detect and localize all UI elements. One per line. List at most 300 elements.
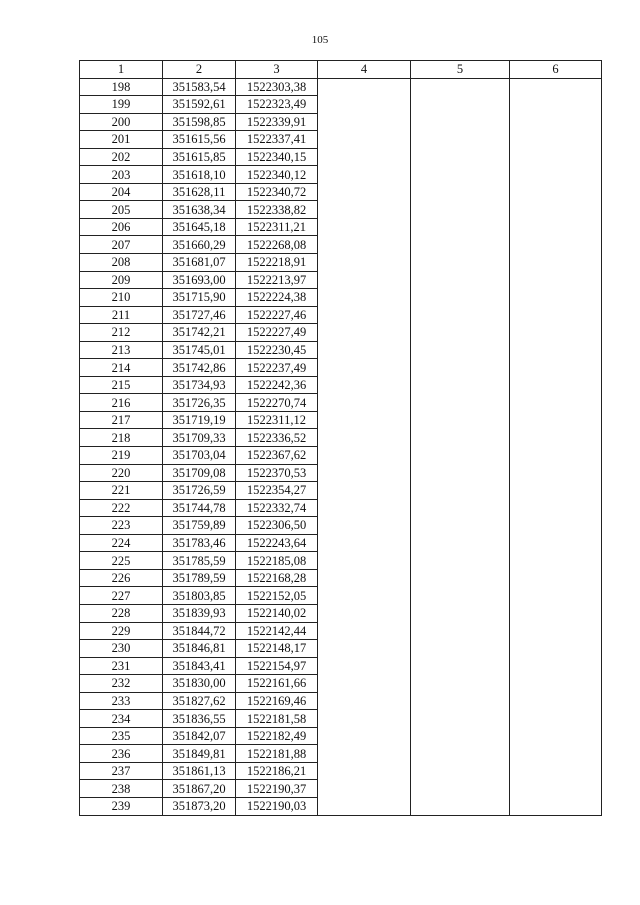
empty-cell	[318, 394, 411, 412]
table-row	[80, 447, 602, 465]
y-coordinate-cell: 1522224,38	[236, 289, 318, 307]
empty-cell	[510, 745, 602, 763]
x-coordinate-cell: 351836,55	[163, 710, 236, 728]
y-coordinate-cell: 1522311,21	[236, 218, 318, 236]
empty-cell	[318, 762, 411, 780]
empty-cell	[318, 604, 411, 622]
column-header: 6	[510, 61, 602, 79]
empty-cell	[411, 359, 510, 377]
empty-cell	[510, 359, 602, 377]
point-number-cell: 201	[80, 131, 163, 149]
table-row	[80, 341, 602, 359]
x-coordinate-cell: 351645,18	[163, 218, 236, 236]
y-coordinate-cell: 1522306,50	[236, 517, 318, 535]
y-coordinate-cell: 1522370,53	[236, 464, 318, 482]
y-coordinate-cell: 1522227,46	[236, 306, 318, 324]
empty-cell	[411, 587, 510, 605]
empty-cell	[318, 745, 411, 763]
table-row	[80, 411, 602, 429]
y-coordinate-cell: 1522340,12	[236, 166, 318, 184]
empty-cell	[318, 96, 411, 114]
empty-cell	[318, 675, 411, 693]
table-row	[80, 429, 602, 447]
y-coordinate-cell: 1522354,27	[236, 482, 318, 500]
empty-cell	[510, 271, 602, 289]
empty-cell	[411, 447, 510, 465]
x-coordinate-cell: 351693,00	[163, 271, 236, 289]
empty-cell	[318, 218, 411, 236]
empty-cell	[318, 780, 411, 798]
y-coordinate-cell: 1522181,88	[236, 745, 318, 763]
table-row	[80, 218, 602, 236]
x-coordinate-cell: 351843,41	[163, 657, 236, 675]
y-coordinate-cell: 1522340,15	[236, 148, 318, 166]
empty-cell	[411, 376, 510, 394]
x-coordinate-cell: 351744,78	[163, 499, 236, 517]
x-coordinate-cell: 351726,59	[163, 482, 236, 500]
empty-cell	[318, 727, 411, 745]
point-number-cell: 225	[80, 552, 163, 570]
empty-cell	[318, 113, 411, 131]
x-coordinate-cell: 351727,46	[163, 306, 236, 324]
y-coordinate-cell: 1522227,49	[236, 324, 318, 342]
point-number-cell: 216	[80, 394, 163, 412]
empty-cell	[318, 499, 411, 517]
empty-cell	[510, 569, 602, 587]
empty-cell	[510, 306, 602, 324]
y-coordinate-cell: 1522242,36	[236, 376, 318, 394]
x-coordinate-cell: 351789,59	[163, 569, 236, 587]
y-coordinate-cell: 1522336,52	[236, 429, 318, 447]
point-number-cell: 235	[80, 727, 163, 745]
table-body	[80, 78, 602, 815]
empty-cell	[510, 218, 602, 236]
page-number: 105	[311, 34, 329, 46]
empty-cell	[510, 762, 602, 780]
empty-cell	[510, 376, 602, 394]
empty-cell	[318, 376, 411, 394]
x-coordinate-cell: 351785,59	[163, 552, 236, 570]
point-number-cell: 211	[80, 306, 163, 324]
point-number-cell: 215	[80, 376, 163, 394]
empty-cell	[411, 394, 510, 412]
empty-cell	[411, 464, 510, 482]
empty-cell	[411, 780, 510, 798]
column-header: 3	[236, 61, 318, 79]
table-row	[80, 236, 602, 254]
point-number-cell: 200	[80, 113, 163, 131]
empty-cell	[411, 499, 510, 517]
point-number-cell: 217	[80, 411, 163, 429]
table-row	[80, 394, 602, 412]
x-coordinate-cell: 351715,90	[163, 289, 236, 307]
y-coordinate-cell: 1522311,12	[236, 411, 318, 429]
point-number-cell: 206	[80, 218, 163, 236]
y-coordinate-cell: 1522142,44	[236, 622, 318, 640]
x-coordinate-cell: 351803,85	[163, 587, 236, 605]
empty-cell	[318, 710, 411, 728]
empty-cell	[318, 482, 411, 500]
empty-cell	[510, 499, 602, 517]
empty-cell	[510, 797, 602, 815]
empty-cell	[318, 341, 411, 359]
y-coordinate-cell: 1522339,91	[236, 113, 318, 131]
x-coordinate-cell: 351719,19	[163, 411, 236, 429]
x-coordinate-cell: 351598,85	[163, 113, 236, 131]
empty-cell	[411, 727, 510, 745]
empty-cell	[510, 148, 602, 166]
y-coordinate-cell: 1522323,49	[236, 96, 318, 114]
y-coordinate-cell: 1522186,21	[236, 762, 318, 780]
point-number-cell: 239	[80, 797, 163, 815]
table-row	[80, 78, 602, 96]
table-row	[80, 780, 602, 798]
table-row	[80, 289, 602, 307]
point-number-cell: 213	[80, 341, 163, 359]
empty-cell	[411, 341, 510, 359]
empty-cell	[510, 166, 602, 184]
empty-cell	[510, 411, 602, 429]
x-coordinate-cell: 351759,89	[163, 517, 236, 535]
empty-cell	[411, 218, 510, 236]
point-number-cell: 227	[80, 587, 163, 605]
table-row	[80, 499, 602, 517]
x-coordinate-cell: 351846,81	[163, 640, 236, 658]
empty-cell	[411, 604, 510, 622]
empty-cell	[411, 745, 510, 763]
point-number-cell: 232	[80, 675, 163, 693]
y-coordinate-cell: 1522154,97	[236, 657, 318, 675]
table-row	[80, 534, 602, 552]
x-coordinate-cell: 351726,35	[163, 394, 236, 412]
empty-cell	[411, 201, 510, 219]
x-coordinate-cell: 351827,62	[163, 692, 236, 710]
y-coordinate-cell: 1522337,41	[236, 131, 318, 149]
table-row	[80, 622, 602, 640]
point-number-cell: 233	[80, 692, 163, 710]
x-coordinate-cell: 351849,81	[163, 745, 236, 763]
empty-cell	[510, 604, 602, 622]
empty-cell	[411, 78, 510, 96]
y-coordinate-cell: 1522243,64	[236, 534, 318, 552]
table-row	[80, 797, 602, 815]
table-row	[80, 376, 602, 394]
table-row	[80, 727, 602, 745]
x-coordinate-cell: 351839,93	[163, 604, 236, 622]
empty-cell	[510, 710, 602, 728]
empty-cell	[411, 271, 510, 289]
empty-cell	[318, 411, 411, 429]
empty-cell	[510, 727, 602, 745]
point-number-cell: 202	[80, 148, 163, 166]
empty-cell	[318, 447, 411, 465]
empty-cell	[411, 429, 510, 447]
point-number-cell: 199	[80, 96, 163, 114]
table-row	[80, 675, 602, 693]
y-coordinate-cell: 1522332,74	[236, 499, 318, 517]
empty-cell	[411, 675, 510, 693]
empty-cell	[318, 657, 411, 675]
y-coordinate-cell: 1522367,62	[236, 447, 318, 465]
table-row	[80, 166, 602, 184]
empty-cell	[411, 166, 510, 184]
x-coordinate-cell: 351861,13	[163, 762, 236, 780]
empty-cell	[510, 464, 602, 482]
table-row	[80, 183, 602, 201]
point-number-cell: 224	[80, 534, 163, 552]
empty-cell	[318, 640, 411, 658]
table-row	[80, 201, 602, 219]
x-coordinate-cell: 351592,61	[163, 96, 236, 114]
table-row	[80, 657, 602, 675]
empty-cell	[318, 797, 411, 815]
empty-cell	[318, 289, 411, 307]
x-coordinate-cell: 351742,86	[163, 359, 236, 377]
empty-cell	[411, 113, 510, 131]
empty-cell	[318, 359, 411, 377]
table-row	[80, 517, 602, 535]
empty-cell	[411, 236, 510, 254]
empty-cell	[411, 183, 510, 201]
empty-cell	[318, 324, 411, 342]
x-coordinate-cell: 351830,00	[163, 675, 236, 693]
empty-cell	[510, 517, 602, 535]
empty-cell	[318, 254, 411, 272]
empty-cell	[411, 517, 510, 535]
x-coordinate-cell: 351734,93	[163, 376, 236, 394]
x-coordinate-cell: 351842,07	[163, 727, 236, 745]
x-coordinate-cell: 351660,29	[163, 236, 236, 254]
column-header: 5	[411, 61, 510, 79]
x-coordinate-cell: 351638,34	[163, 201, 236, 219]
empty-cell	[318, 692, 411, 710]
table-row	[80, 96, 602, 114]
table-row	[80, 131, 602, 149]
empty-cell	[510, 254, 602, 272]
y-coordinate-cell: 1522237,49	[236, 359, 318, 377]
empty-cell	[510, 447, 602, 465]
empty-cell	[411, 552, 510, 570]
point-number-cell: 219	[80, 447, 163, 465]
empty-cell	[510, 324, 602, 342]
y-coordinate-cell: 1522230,45	[236, 341, 318, 359]
y-coordinate-cell: 1522169,46	[236, 692, 318, 710]
empty-cell	[318, 271, 411, 289]
point-number-cell: 238	[80, 780, 163, 798]
table-row	[80, 692, 602, 710]
x-coordinate-cell: 351709,08	[163, 464, 236, 482]
empty-cell	[411, 569, 510, 587]
point-number-cell: 230	[80, 640, 163, 658]
y-coordinate-cell: 1522338,82	[236, 201, 318, 219]
empty-cell	[318, 534, 411, 552]
point-number-cell: 210	[80, 289, 163, 307]
empty-cell	[510, 183, 602, 201]
x-coordinate-cell: 351681,07	[163, 254, 236, 272]
table-row	[80, 482, 602, 500]
y-coordinate-cell: 1522190,03	[236, 797, 318, 815]
point-number-cell: 222	[80, 499, 163, 517]
y-coordinate-cell: 1522168,28	[236, 569, 318, 587]
empty-cell	[318, 183, 411, 201]
empty-cell	[411, 692, 510, 710]
empty-cell	[510, 534, 602, 552]
empty-cell	[318, 148, 411, 166]
x-coordinate-cell: 351783,46	[163, 534, 236, 552]
table-row	[80, 762, 602, 780]
x-coordinate-cell: 351615,56	[163, 131, 236, 149]
empty-cell	[510, 289, 602, 307]
y-coordinate-cell: 1522148,17	[236, 640, 318, 658]
table-row	[80, 113, 602, 131]
table-row	[80, 148, 602, 166]
point-number-cell: 208	[80, 254, 163, 272]
y-coordinate-cell: 1522218,91	[236, 254, 318, 272]
point-number-cell: 212	[80, 324, 163, 342]
empty-cell	[411, 254, 510, 272]
y-coordinate-cell: 1522152,05	[236, 587, 318, 605]
y-coordinate-cell: 1522340,72	[236, 183, 318, 201]
table-row	[80, 306, 602, 324]
table-row	[80, 640, 602, 658]
empty-cell	[318, 569, 411, 587]
empty-cell	[510, 429, 602, 447]
empty-cell	[510, 236, 602, 254]
empty-cell	[411, 306, 510, 324]
empty-cell	[510, 96, 602, 114]
point-number-cell: 234	[80, 710, 163, 728]
x-coordinate-cell: 351867,20	[163, 780, 236, 798]
empty-cell	[318, 201, 411, 219]
empty-cell	[510, 780, 602, 798]
point-number-cell: 229	[80, 622, 163, 640]
x-coordinate-cell: 351628,11	[163, 183, 236, 201]
empty-cell	[411, 622, 510, 640]
point-number-cell: 226	[80, 569, 163, 587]
x-coordinate-cell: 351618,10	[163, 166, 236, 184]
y-coordinate-cell: 1522181,58	[236, 710, 318, 728]
x-coordinate-cell: 351742,21	[163, 324, 236, 342]
empty-cell	[510, 622, 602, 640]
empty-cell	[411, 657, 510, 675]
point-number-cell: 220	[80, 464, 163, 482]
table-row	[80, 464, 602, 482]
empty-cell	[411, 411, 510, 429]
empty-cell	[411, 482, 510, 500]
table-row	[80, 587, 602, 605]
table-row	[80, 710, 602, 728]
point-number-cell: 218	[80, 429, 163, 447]
empty-cell	[510, 341, 602, 359]
y-coordinate-cell: 1522140,02	[236, 604, 318, 622]
empty-cell	[510, 640, 602, 658]
y-coordinate-cell: 1522182,49	[236, 727, 318, 745]
point-number-cell: 231	[80, 657, 163, 675]
column-header: 4	[318, 61, 411, 79]
point-number-cell: 228	[80, 604, 163, 622]
empty-cell	[411, 534, 510, 552]
empty-cell	[318, 166, 411, 184]
x-coordinate-cell: 351873,20	[163, 797, 236, 815]
point-number-cell: 223	[80, 517, 163, 535]
point-number-cell: 237	[80, 762, 163, 780]
empty-cell	[510, 131, 602, 149]
column-header: 1	[80, 61, 163, 79]
y-coordinate-cell: 1522270,74	[236, 394, 318, 412]
y-coordinate-cell: 1522268,08	[236, 236, 318, 254]
point-number-cell: 198	[80, 78, 163, 96]
table-row	[80, 254, 602, 272]
table-row	[80, 604, 602, 622]
point-number-cell: 236	[80, 745, 163, 763]
table-row	[80, 569, 602, 587]
x-coordinate-cell: 351844,72	[163, 622, 236, 640]
point-number-cell: 207	[80, 236, 163, 254]
x-coordinate-cell: 351709,33	[163, 429, 236, 447]
empty-cell	[411, 797, 510, 815]
empty-cell	[510, 675, 602, 693]
empty-cell	[318, 517, 411, 535]
y-coordinate-cell: 1522303,38	[236, 78, 318, 96]
x-coordinate-cell: 351615,85	[163, 148, 236, 166]
empty-cell	[411, 289, 510, 307]
empty-cell	[411, 96, 510, 114]
empty-cell	[318, 131, 411, 149]
table-row	[80, 745, 602, 763]
table-row	[80, 552, 602, 570]
empty-cell	[411, 640, 510, 658]
empty-cell	[510, 552, 602, 570]
x-coordinate-cell: 351703,04	[163, 447, 236, 465]
table-row	[80, 271, 602, 289]
empty-cell	[318, 306, 411, 324]
empty-cell	[318, 78, 411, 96]
point-number-cell: 205	[80, 201, 163, 219]
empty-cell	[318, 622, 411, 640]
empty-cell	[411, 762, 510, 780]
table-row	[80, 359, 602, 377]
coordinates-table	[79, 60, 602, 816]
x-coordinate-cell: 351583,54	[163, 78, 236, 96]
point-number-cell: 203	[80, 166, 163, 184]
column-header: 2	[163, 61, 236, 79]
empty-cell	[318, 464, 411, 482]
empty-cell	[510, 587, 602, 605]
empty-cell	[510, 657, 602, 675]
empty-cell	[411, 131, 510, 149]
point-number-cell: 221	[80, 482, 163, 500]
x-coordinate-cell: 351745,01	[163, 341, 236, 359]
point-number-cell: 204	[80, 183, 163, 201]
y-coordinate-cell: 1522213,97	[236, 271, 318, 289]
point-number-cell: 214	[80, 359, 163, 377]
y-coordinate-cell: 1522161,66	[236, 675, 318, 693]
empty-cell	[510, 692, 602, 710]
empty-cell	[318, 429, 411, 447]
empty-cell	[510, 78, 602, 96]
table-header-row	[80, 61, 602, 79]
table-row	[80, 324, 602, 342]
empty-cell	[411, 710, 510, 728]
empty-cell	[411, 324, 510, 342]
empty-cell	[411, 148, 510, 166]
empty-cell	[510, 201, 602, 219]
empty-cell	[318, 236, 411, 254]
empty-cell	[510, 482, 602, 500]
y-coordinate-cell: 1522190,37	[236, 780, 318, 798]
empty-cell	[510, 394, 602, 412]
empty-cell	[510, 113, 602, 131]
